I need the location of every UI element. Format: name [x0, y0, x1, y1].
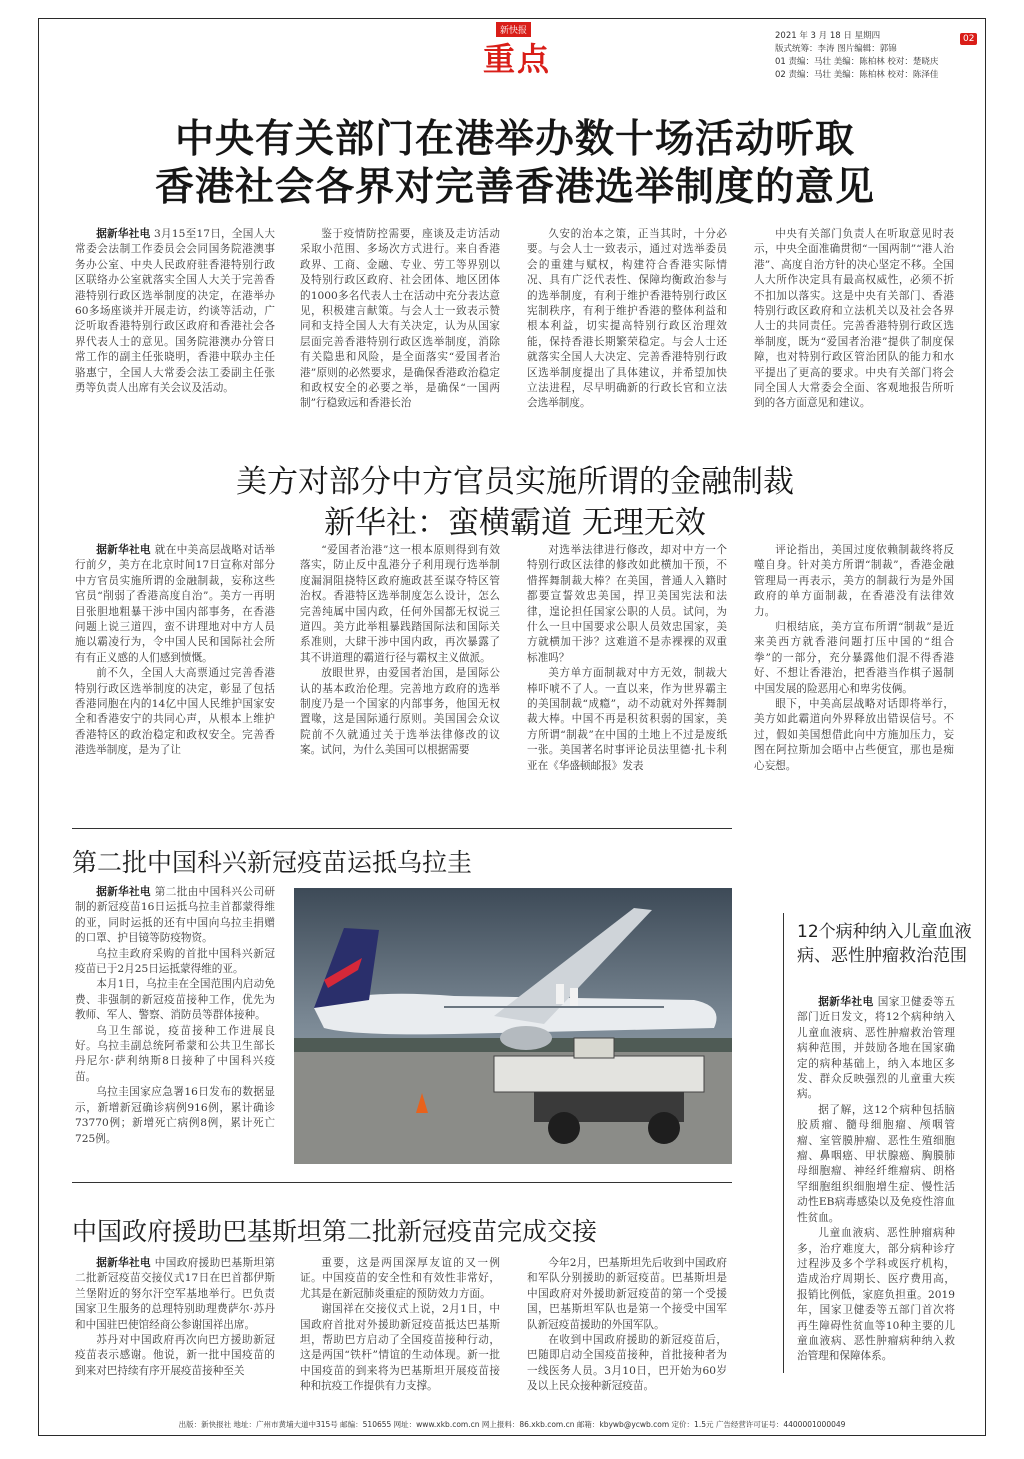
article1-headline: 中央有关部门在港举办数十场活动听取 — [174, 116, 855, 162]
section-divider — [72, 1182, 732, 1183]
article-text: 第二批由中国科兴公司研制的新冠疫苗16日运抵乌拉圭首都蒙得维的亚，同时运抵的还有中国向乌拉圭捐赠的口罩、护目镜等防疫物资。 — [75, 886, 275, 945]
article4-column — [75, 1256, 275, 1406]
article4-column — [300, 1256, 500, 1406]
page-footer: 出版：新快报社 地址：广州市黄埔大道中315号 邮编：510655 网址：www.xkb.com.cn 网上报料：86.xkb.com.cn 邮箱：kbywb@ycwb.com 定价：1.5元 广告经营许可证号：4400001000049 — [178, 1420, 846, 1429]
article-text: 3月15至17日，全国人大常委会法制工作委员会会同国务院港澳事务办公室、中央人民政府驻香港特别行政区联络办公室就落实全国人大关于完善香港特别行政区选举制度的决定，在港举办60多场座谈并开展走访，约谈等活动，广泛听取香港特别行政区政府和香港社会各界代表人士的意见。国务院港澳办分管日常工作的副主任张晓明，香港中联办主任骆惠宁，全国人大常委会法工委副主任张勇等负责人出席有关会议及活动。 — [75, 228, 275, 395]
article-text: 放眼世界，由爱国者治国，是国际公认的基本政治伦理。完善地方政府的选举制度乃是一个国家的内部事务，他国无权置喙，这是国际通行原则。美国国会众议院前不久就通过关于选举法律修改的议案。试问，为什么美国可以根据需要 — [300, 667, 500, 757]
dateline: 据新华社电 — [818, 996, 874, 1008]
loader-cabin — [574, 1038, 614, 1058]
article-text: “爱国者治港”这一根本原则得到有效落实，防止反中乱港分子利用现行选举制度漏洞阻挠特区政府施政甚至谋夺特区管治权。香港特区选举制度怎么设计，怎么完善纯属中国内政，任何外国都无权说三道四。美方此举粗暴践踏国际法和国际关系准则，大肆干涉中国内政，再次暴露了其不讲道理的霸道行径与霸权主义做派。 — [300, 544, 500, 664]
article-text: 眼下，中美高层战略对话即将举行，美方如此霸道向外界释放出错误信号。不过，假如美国想借此向中方施加压力，妄图在阿拉斯加会晤中占些便宜，那也是痴心妄想。 — [754, 698, 954, 772]
article-text: 美方单方面制裁对中方无效，制裁大棒吓唬不了人。一直以来，作为世界霸主的美国制裁“成瘾”，动不动就对外挥舞制裁大棒。中国不再是积贫积弱的国家，美方所谓“制裁”在中国的土地上不过是废纸一张。美国著名时事评论员法里德·扎卡利亚在《华盛顿邮报》发表 — [527, 667, 727, 772]
article-text: 久安的治本之策，正当其时，十分必要。与会人士一致表示，通过对选举委员会的重建与赋权，构建符合香港实际情况、具有广泛代表性、保障均衡政治参与的选举制度，有利于维护香港特别行政区宪制秩序，有利于维护香港的整体利益和根本利益，切实提高特别行政区治理效能，保持香港长期繁荣稳定。与会人士还就落实全国人大决定、完善香港特别行政区选举制度提出了具体建议，并希望加快立法进程，尽早明确新的行政长官和立法会选举制度。 — [527, 228, 727, 410]
article2-column — [300, 543, 500, 788]
sidebar-column — [797, 995, 955, 1375]
worker — [556, 984, 564, 1004]
article4-headline: 中国政府援助巴基斯坦第二批新冠疫苗完成交接 — [72, 1217, 598, 1246]
article2-headline: 新华社：蛮横霸道 无理无效 — [324, 505, 706, 541]
page-number-badge: 02 — [960, 33, 977, 45]
dateline: 据新华社电 — [96, 1257, 152, 1269]
article-text: 乌拉圭政府采购的首批中国科兴新冠疫苗已于2月25日运抵蒙得维的亚。 — [75, 947, 275, 976]
article2-column — [75, 543, 275, 788]
article-text: 鉴于疫情防控需要，座谈及走访活动采取小范围、多场次方式进行。来自香港政界、工商、金融、专业、劳工等界别以及特别行政区政府、社会团体、地区团体的1000多名代表人士在活动中充分表达意见，积极建言献策。与会人士一致表示赞同和支持全国人大有关决定，认为从国家层面完善香港特别行政区选举制度，消除有关隐患和风险，是全面落实“爱国者治港”原则的必然要求，是确保香港政治稳定和政权安全的必要之举，是确保“一国两制”行稳致远和香港长治 — [300, 228, 500, 410]
newspaper-logo: 新快报 — [496, 22, 531, 37]
article-text: 儿童血液病、恶性肿瘤病种多，治疗难度大，部分病种诊疗过程涉及多个学科或医疗机构，造成治疗周期长、医疗费用高，报销比例低，家庭负担重。2019年，国家卫健委等五部门首次将再生障碍性贫血等10种主要的儿童血液病、恶性肿瘤病种纳入救治管理和保障体系。 — [797, 1227, 955, 1363]
article-text: 本月1日，乌拉圭在全国范围内启动免费、非强制的新冠疫苗接种工作，优先为教师、军人、警察、消防员等群体接种。 — [75, 978, 275, 1022]
dateline: 据新华社电 — [96, 544, 152, 556]
article2-column — [754, 543, 954, 788]
vaccine-plane-photo — [294, 888, 732, 1164]
section-divider — [72, 828, 732, 829]
sidebar-divider — [783, 913, 784, 1373]
article-text: 评论指出，美国过度依赖制裁终将反噬自身。针对美方所谓“制裁”，香港金融管理局一再表示，美方的制裁行为是外国政府的单方面制裁，在香港没有法律效力。 — [754, 544, 954, 618]
loader-wheel — [548, 1112, 580, 1144]
photo-svg — [294, 888, 732, 1164]
article-text: 中国政府援助巴基斯坦第二批新冠疫苗交接仪式17日在巴首都伊斯兰堡附近的努尔汗空军基地举行。巴负责国家卫生服务的总理特别助理费萨尔·苏丹和中国驻巴使馆经商公参谢国祥出席。 — [75, 1257, 275, 1331]
loader-wheel — [648, 1112, 680, 1144]
article-text: 归根结底，美方宣布所谓“制裁”是近来美西方就香港问题打压中国的“组合拳”的一部分，充分暴露他们混不得香港好、不想让香港治，把香港当作棋子遏制中国发展的险恶用心和卑劣伎俩。 — [754, 621, 954, 695]
article1-column — [527, 227, 727, 427]
article3-headline: 第二批中国科兴新冠疫苗运抵乌拉圭 — [72, 848, 473, 877]
article-text: 中央有关部门负责人在听取意见时表示，中央全面准确贯彻“一国两制”“港人治港”、高度自治方针的决心坚定不移。全国人大所作决定具有最高权威性，必须不折不扣加以落实。这是中央有关部门、香港特别行政区政府和立法机关以及社会各界人士的共同责任。完善香港特别行政区选举制度，既为“爱国者治港”提供了制度保障，也对特别行政区管治团队的能力和水平提出了更高的要求。中央有关部门将会同全国人大常委会全面、客观地报告所听到的各方面意见和建议。 — [754, 228, 954, 410]
article-text: 苏丹对中国政府再次向巴方援助新冠疫苗表示感谢。他说，新一批中国疫苗的到来对巴持续有序开展疫苗接种至关 — [75, 1334, 275, 1377]
credit-line: 版式统筹：李涛 图片编辑：郭锦 — [775, 44, 897, 54]
article-text: 乌卫生部说，疫苗接种工作进展良好。乌拉圭副总统阿希蒙和公共卫生部长丹尼尔·萨利纳斯8日接种了中国科兴疫苗。 — [75, 1024, 275, 1083]
article1-column — [75, 227, 275, 427]
plane-engine — [500, 1026, 552, 1050]
sidebar-headline: 12个病种纳入儿童血液病、恶性肿瘤救治范围 — [797, 922, 972, 966]
article-text: 前不久，全国人大高票通过完善香港特别行政区选举制度的决定，彰显了包括香港同胞在内的14亿中国人民维护国家安全和香港安宁的共同心声，从根本上维护香港特区的政治稳定和政权安全。完善香港选举制度，是为了让 — [75, 667, 275, 757]
article-text: 乌拉圭国家应急署16日发布的数据显示，新增新冠确诊病例916例，累计确诊73770例；新增死亡病例8例，累计死亡725例。 — [75, 1086, 275, 1145]
issue-date: 2021 年 3 月 18 日 星期四 — [775, 31, 881, 41]
article2-headline: 美方对部分中方官员实施所谓的金融制裁 — [236, 464, 794, 500]
article2-column — [527, 543, 727, 788]
section-title: 重点 — [482, 40, 551, 78]
article-text: 在收到中国政府援助的新冠疫苗后，巴随即启动全国疫苗接种，首批接种者为一线医务人员。3月10日，巴开始为60岁及以上民众接种新冠疫苗。 — [527, 1334, 727, 1393]
dateline: 据新华社电 — [96, 228, 151, 240]
article-text: 今年2月，巴基斯坦先后收到中国政府和军队分别援助的新冠疫苗。巴基斯坦是中国政府对外援助新冠疫苗的第一个受援国，巴基斯坦军队也是第一个接受中国军队新冠疫苗援助的外国军队。 — [527, 1257, 727, 1331]
article-text: 国家卫健委等五部门近日发文，将12个病种纳入儿童血液病、恶性肿瘤救治管理病种范围，并鼓励各地在国家确定的病种基础上，纳入本地区多发、群众反映强烈的儿童重大疾病。 — [797, 996, 955, 1101]
article-text: 谢国祥在交接仪式上说，2月1日，中国政府首批对外援助新冠疫苗抵达巴基斯坦，帮助巴方启动了全国疫苗接种行动，这是两国“铁杆”情谊的生动体现。新一批中国疫苗的到来将为巴基斯坦开展疫苗接种和抗疫工作提供有力支撑。 — [300, 1303, 500, 1393]
article-text: 重要，这是两国深厚友谊的又一例证。中国疫苗的安全性和有效性非常好，尤其是在新冠肺炎重症的预防效力方面。 — [300, 1257, 500, 1300]
article-text: 据了解，这12个病种包括脑胶质瘤、髓母细胞瘤、颅咽管瘤、室管膜肿瘤、恶性生殖细胞瘤、鼻咽癌、甲状腺癌、胸膜肺母细胞瘤、神经纤维瘤病、朗格罕细胞组织细胞增生症、慢性活动性EB病毒感染以及免疫性溶血性贫血。 — [797, 1103, 955, 1224]
plane-windows — [444, 1006, 664, 1008]
credit-line: 02 责编：马壮 美编：陈柏林 校对：陈泽佳 — [775, 70, 939, 80]
article1-headline: 香港社会各界对完善香港选举制度的意见 — [154, 164, 875, 210]
dateline: 据新华社电 — [96, 886, 152, 898]
article3-column — [75, 885, 275, 1165]
article-text: 就在中美高层战略对话举行前夕，美方在北京时间17日宣称对部分中方官员实施所谓的金融制裁，妄称这些官员“削弱了香港高度自治”。美方一再明目张胆地粗暴干涉中国内部事务，在香港问题上说三道四，蛮不讲理地对中方人员施以霸凌行为，令中国人民和国际社会所有有正义感的人们感到愤慨。 — [75, 544, 275, 664]
article1-column — [754, 227, 954, 427]
credit-line: 01 责编：马壮 美编：陈柏林 校对：楚晓庆 — [775, 57, 939, 67]
article4-column — [527, 1256, 727, 1406]
masthead-credits — [775, 30, 938, 82]
loader-platform — [494, 1056, 704, 1092]
article-text: 对选举法律进行修改，却对中方一个特别行政区法律的修改如此横加干预，不惜挥舞制裁大棒？在美国，普通人入籍时都要宣誓效忠美国，捍卫美国宪法和法律，遑论担任国家公职的人员。试问，为什么一旦中国要求公职人员效忠国家，美方就横加干涉？这难道不是赤裸裸的双重标准吗？ — [527, 544, 727, 664]
article1-column — [300, 227, 500, 427]
worker — [570, 988, 578, 1006]
